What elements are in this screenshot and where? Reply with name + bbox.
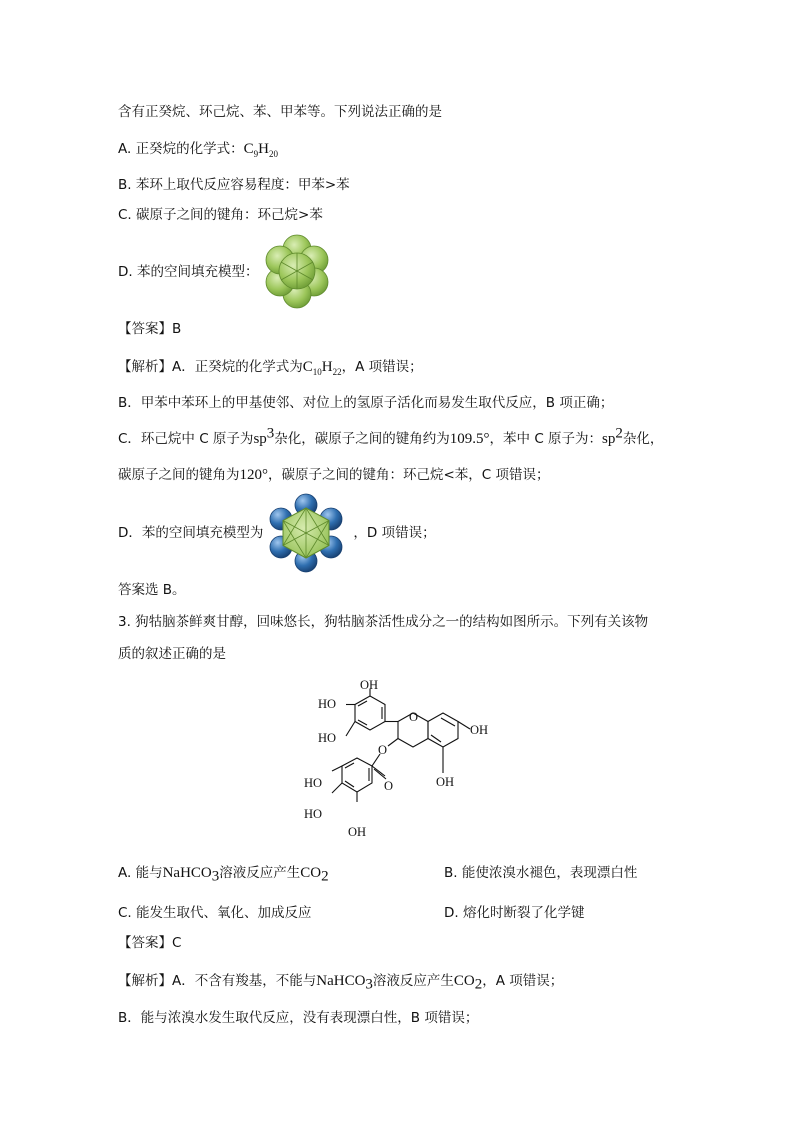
svg-text:HO: HO [318,697,337,711]
q2-option-d: D. 苯的空间填充模型： [118,264,259,280]
q3-option-d: D. 熔化时断裂了化学键 [444,905,585,921]
svg-text:O: O [378,743,388,757]
q3-answer: 【答案】C [118,935,182,951]
svg-text:O: O [409,710,419,724]
q2-stem: 含有正癸烷、环己烷、苯、甲苯等。下列说法正确的是 [118,104,442,120]
svg-text:OH: OH [360,678,379,692]
svg-text:OH: OH [348,825,367,839]
benzene-space-filling-model-green [262,234,332,310]
svg-text:OH: OH [436,775,455,789]
benzene-space-filling-model-blue [266,494,346,572]
formula-c9h20: $C_9H_{20}$ [243,141,278,159]
q2-explanation-d: D．苯的空间填充模型为 ，D 项错误； [118,525,436,541]
q3-stem-line2: 质的叙述正确的是 [118,646,226,662]
q2-explanation-c-line2: 碳原子之间的键角为120°，碳原子之间的键角：环己烷<苯，C 项错误； [118,467,550,483]
q2-option-a: A. 正癸烷的化学式：$C_9H_{20}$ [118,141,278,159]
molecular-structure [304,676,510,846]
svg-text:HO: HO [304,776,323,790]
svg-text:OH: OH [470,723,489,737]
q3-option-a: A. 能与NaHCO$_3$溶液反应产生$CO_2$ [118,865,329,885]
svg-text:O: O [384,779,394,793]
q3-option-c: C. 能发生取代、氧化、加成反应 [118,905,312,921]
q2-explanation-b: B．甲苯中苯环上的甲基使邻、对位上的氢原子活化而易发生取代反应，B 项正确； [118,395,614,411]
q2-option-c: C. 碳原子之间的键角：环己烷>苯 [118,207,323,223]
q2-choose: 答案选 B。 [118,582,186,598]
q2-option-b: B. 苯环上取代反应容易程度：甲苯>苯 [118,177,350,193]
formula-c10h22: $C_{10}H_{22}$ [302,359,342,377]
q2-answer: 【答案】B [118,321,182,337]
q2-explanation-a: 【解析】A．正癸烷的化学式为$C_{10}H_{22}$，A 项错误； [118,359,423,377]
svg-text:HO: HO [318,731,337,745]
q2-explanation-c-line1: C．环己烷中 C 原子为$sp^3$杂化，碳原子之间的键角约为109.5°，苯中 C 原子为：$sp^2$杂化， [118,425,664,447]
q3-stem-line1: 3. 狗牯脑茶鲜爽甘醇，回味悠长，狗牯脑茶活性成分之一的结构如图所示。下列有关该物 [118,614,649,630]
q3-option-b: B. 能使浓溴水褪色，表现漂白性 [444,865,638,881]
q3-explanation-a: 【解析】A．不含有羧基，不能与NaHCO$_3$溶液反应产生$CO_2$，A 项错误； [118,973,564,993]
q3-explanation-b: B．能与浓溴水发生取代反应，没有表现漂白性，B 项错误； [118,1010,479,1026]
svg-text:HO: HO [304,807,323,821]
